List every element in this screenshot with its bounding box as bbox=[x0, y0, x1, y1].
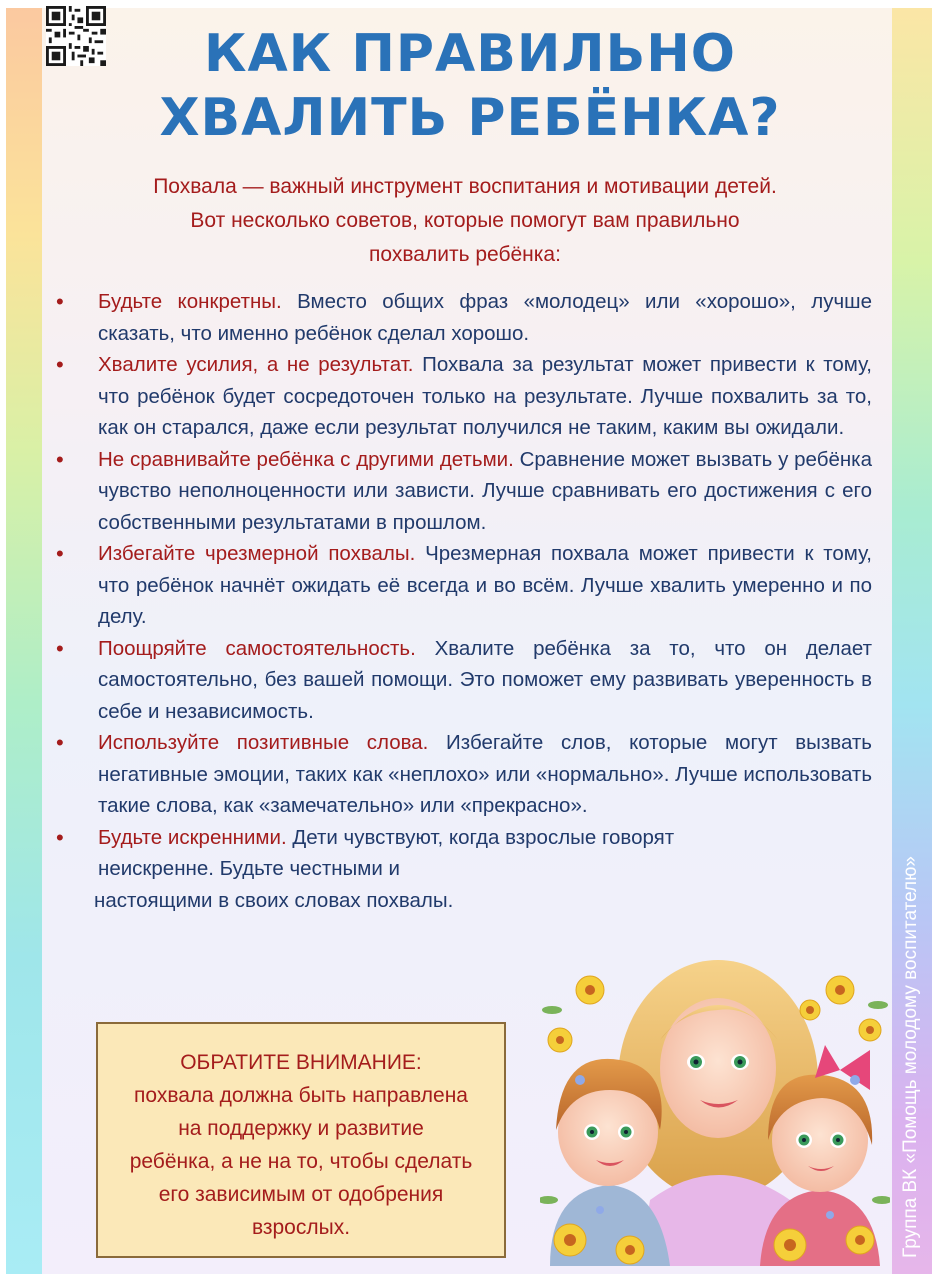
bullet-icon: • bbox=[56, 289, 64, 314]
tip-text: Сравнение может вызвать у ребёнка чувство неполноценности или зависти. Лучше сравнивать его достижения с его собственными результатами в прошлом. bbox=[98, 447, 872, 534]
intro-line-3: похвалить ребёнка: bbox=[369, 243, 561, 266]
bullet-icon: • bbox=[56, 635, 64, 661]
notice-line: взрослых. bbox=[251, 1216, 351, 1239]
tip-item bbox=[52, 349, 872, 444]
tip-item bbox=[52, 633, 872, 728]
tip-lead: Используйте позитивные слова. bbox=[98, 731, 429, 754]
notice-heading: ОБРАТИТЕ ВНИМАНИЕ: bbox=[180, 1051, 422, 1074]
tips-list bbox=[52, 286, 872, 916]
tip-text: Дети чувствуют, когда взрослые говорят bbox=[286, 825, 675, 849]
intro-line-2: Вот несколько советов, которые помогут вам правильно bbox=[190, 209, 740, 232]
tip-item bbox=[52, 286, 872, 349]
title-line-2: ХВАЛИТЬ РЕБЁНКА? bbox=[159, 88, 781, 148]
page-title bbox=[100, 22, 840, 150]
tip-lead: Поощряйте самостоятельность. bbox=[98, 636, 416, 660]
notice-box bbox=[96, 1022, 506, 1258]
tip-text: Хвалите ребёнка за то, что он делает самостоятельно, без вашей помощи. Это поможет ему развивать уверенность в себе и независимость. bbox=[98, 636, 873, 723]
notice-line: его зависимым от одобрения bbox=[158, 1183, 444, 1206]
notice-line: похвала должна быть направлена bbox=[134, 1084, 468, 1107]
tip-item bbox=[52, 444, 872, 539]
rainbow-stripe-left bbox=[6, 8, 42, 1274]
tip-lead: Хвалите усилия, а не результат. bbox=[98, 353, 414, 376]
bullet-icon: • bbox=[56, 446, 64, 472]
tip-lead: Не сравнивайте ребёнка с другими детьми. bbox=[98, 447, 514, 471]
credit-text: Группа ВК «Помощь молодому воспитателю» bbox=[900, 856, 921, 1258]
tip-lead: Будьте искренними. bbox=[98, 825, 287, 849]
family-illustration bbox=[540, 950, 890, 1266]
notice-line: на поддержку и развитие bbox=[178, 1117, 424, 1140]
tip-text-continued: настоящими в своих словах похвалы. bbox=[94, 888, 454, 912]
bullet-icon: • bbox=[56, 730, 64, 755]
tip-text: Избегайте слов, которые могут вызвать негативные эмоции, таких как «неплохо» или «нормально». Лучше использовать такие слова, как «замечательно» или «прекрасно». bbox=[98, 731, 872, 817]
tip-item bbox=[52, 727, 872, 822]
tip-text: Похвала за результат может привести к тому, что ребёнок будет сосредоточен только на результате. Лучше похвалить за то, как он старался, даже если результат получился не таким, каким вы ожидали. bbox=[98, 353, 872, 439]
tip-lead: Избегайте чрезмерной похвалы. bbox=[98, 542, 416, 565]
tip-text-continued: неискренне. Будьте честными и bbox=[98, 857, 400, 880]
tip-lead: Будьте конкретны. bbox=[98, 290, 282, 313]
notice-line: ребёнка, а не на то, чтобы сделать bbox=[129, 1150, 473, 1173]
intro-text bbox=[70, 170, 860, 272]
tip-item bbox=[52, 822, 872, 917]
title-line-1: КАК ПРАВИЛЬНО bbox=[204, 24, 736, 84]
intro-line-1: Похвала — важный инструмент воспитания и мотивации детей. bbox=[153, 175, 777, 198]
tip-text: Чрезмерная похвала может привести к тому, что ребёнок начнёт ожидать её всегда и во всём. Лучше хвалить умеренно и по делу. bbox=[98, 542, 872, 628]
bullet-icon: • bbox=[56, 824, 64, 850]
tip-item bbox=[52, 538, 872, 633]
tip-text: Вместо общих фраз «молодец» или «хорошо», лучше сказать, что именно ребёнок сделал хорошо. bbox=[98, 290, 872, 345]
qr-code-icon[interactable] bbox=[46, 6, 106, 66]
bullet-icon: • bbox=[56, 541, 64, 566]
bullet-icon: • bbox=[56, 352, 64, 377]
